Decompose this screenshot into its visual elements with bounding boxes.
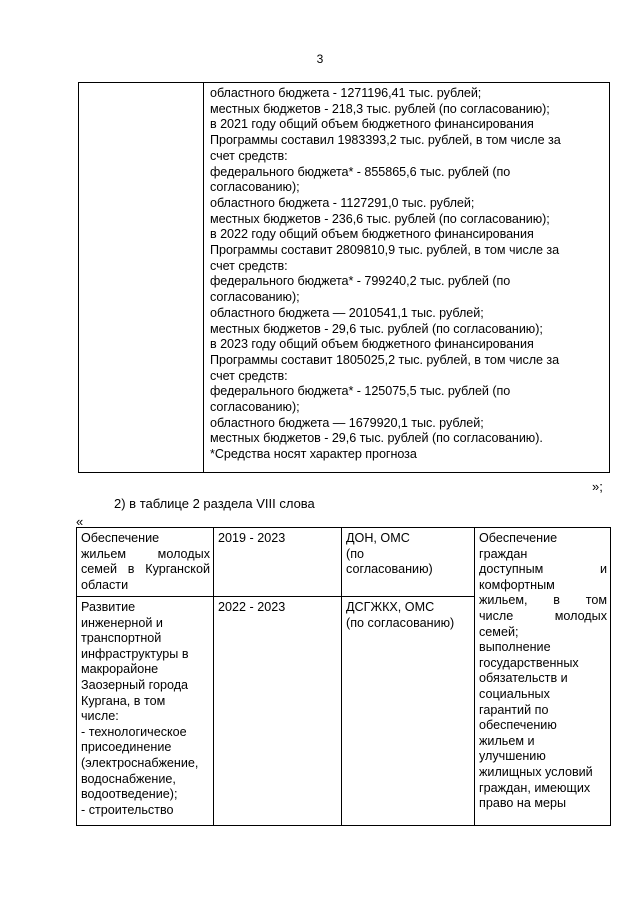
- section-label: 2) в таблице 2 раздела VIII слова: [114, 496, 315, 511]
- budget-line: областного бюджета - 1271196,41 тыс. рублей;: [210, 86, 482, 100]
- budget-line: счет средств:: [210, 258, 288, 273]
- measure-2-title-line: Заозерный города: [81, 677, 189, 692]
- budget-line: согласованию);: [210, 180, 300, 195]
- expected-result-line: семей;: [479, 624, 519, 639]
- budget-line: Программы составил 1983393,2 тыс. рублей, в том числе за: [210, 133, 561, 148]
- measure-2-title-line: числе:: [81, 709, 119, 724]
- measure-2-title-cell: [77, 597, 214, 826]
- measures-table: [76, 527, 611, 826]
- budget-line: областного бюджета - 1127291,0 тыс. рублей;: [210, 195, 475, 210]
- budget-table-empty-cell: [79, 83, 204, 473]
- measure-1-title-line: области: [81, 577, 129, 592]
- expected-result-line: граждан, имеющих: [479, 780, 591, 795]
- expected-result-line: улучшению: [479, 749, 546, 764]
- measure-1-title-cell: [77, 528, 214, 597]
- measure-2-title: [81, 600, 210, 818]
- budget-line: Программы составит 2809810,9 тыс. рублей, в том числе за: [210, 243, 560, 258]
- budget-line: федерального бюджета* - 799240,2 тыс. рублей (по: [210, 274, 511, 289]
- expected-result-line: граждан: [479, 546, 528, 561]
- budget-line: местных бюджетов - 29,6 тыс. рублей (по согласованию).: [210, 431, 543, 446]
- budget-line: федерального бюджета* - 855865,6 тыс. рублей (по: [210, 164, 511, 179]
- expected-result-line: право на меры: [479, 796, 567, 811]
- opening-quote: «: [76, 514, 84, 529]
- measure-1-executors-line: ДОН, ОМС: [346, 531, 410, 545]
- measure-2-executors-cell: [342, 597, 475, 826]
- budget-table: [78, 82, 610, 473]
- measure-1-title-line: Обеспечение: [81, 531, 160, 545]
- expected-result-line: обязательств и: [479, 671, 568, 686]
- budget-line: областного бюджета — 2010541,1 тыс. рублей;: [210, 305, 484, 320]
- budget-line: согласованию);: [210, 400, 300, 415]
- measure-2-period-cell: [214, 597, 342, 826]
- measure-1-executors-line: согласованию): [346, 562, 433, 577]
- budget-line: федерального бюджета* - 125075,5 тыс. рублей (по: [210, 384, 511, 399]
- measure-2-executors-line: (по согласованию): [346, 615, 455, 630]
- expected-result: [479, 531, 607, 812]
- measure-1-period-cell: [214, 528, 342, 597]
- expected-result-line: Обеспечение: [479, 531, 558, 545]
- measure-2-executors-line: ДСГЖКХ, ОМС: [346, 600, 435, 614]
- measure-2-title-line: макрорайоне: [81, 662, 159, 677]
- expected-result-line: жильем и: [479, 733, 535, 748]
- budget-line: счет средств:: [210, 148, 288, 163]
- budget-line: местных бюджетов - 236,6 тыс. рублей (по согласованию);: [210, 211, 550, 226]
- closing-quote: »;: [592, 479, 603, 494]
- expected-result-line: жилищных условий: [479, 764, 593, 779]
- measure-1-executors-line: (по: [346, 546, 365, 561]
- budget-lines: [210, 86, 607, 463]
- measure-2-title-line: присоединение: [81, 740, 172, 755]
- budget-line: областного бюджета — 1679920,1 тыс. рублей;: [210, 415, 484, 430]
- expected-result-line: гарантий по: [479, 702, 549, 717]
- budget-line: местных бюджетов - 29,6 тыс. рублей (по согласованию);: [210, 321, 543, 336]
- budget-line: в 2022 году общий объем бюджетного финансирования: [210, 227, 534, 242]
- measure-2-title-line: - строительство: [81, 802, 174, 817]
- measure-2-title-line: - технологическое: [81, 724, 187, 739]
- budget-line: Программы составит 1805025,2 тыс. рублей, в том числе за: [210, 352, 560, 367]
- measure-1-title: [81, 531, 210, 593]
- expected-result-line: комфортным: [479, 577, 555, 592]
- measure-1-title-line: семей в Курганской: [81, 562, 210, 577]
- expected-result-line: доступным и: [479, 562, 607, 577]
- measure-2-title-line: транспортной: [81, 631, 162, 646]
- budget-line: счет средств:: [210, 368, 288, 383]
- measure-1-period: 2019 - 2023: [218, 531, 286, 545]
- measure-2-title-line: Развитие: [81, 600, 136, 614]
- expected-result-line: социальных: [479, 686, 550, 701]
- expected-result-line: числе молодых: [479, 608, 607, 623]
- budget-line: в 2021 году общий объем бюджетного финансирования: [210, 117, 534, 132]
- page-number: 3: [316, 52, 324, 66]
- budget-line: согласованию);: [210, 290, 300, 305]
- measure-2-title-line: Кургана, в том: [81, 693, 166, 708]
- measure-1-title-line: жильем молодых: [81, 546, 210, 561]
- expected-result-line: государственных: [479, 655, 579, 670]
- measure-1-executors-cell: [342, 528, 475, 597]
- expected-result-line: обеспечению: [479, 718, 557, 733]
- budget-line: в 2023 году общий объем бюджетного финансирования: [210, 337, 534, 352]
- measure-2-title-line: инженерной и: [81, 615, 163, 630]
- expected-result-cell: [475, 528, 611, 826]
- measure-2-title-line: (электроснабжение,: [81, 755, 199, 770]
- measure-2-title-line: инфраструктуры в: [81, 646, 189, 661]
- expected-result-line: жильем, в том: [479, 593, 607, 608]
- budget-table-text-cell: [204, 83, 610, 473]
- measure-2-title-line: водоснабжение,: [81, 771, 176, 786]
- budget-line: *Средства носят характер прогноза: [210, 447, 417, 462]
- expected-result-line: выполнение: [479, 640, 551, 655]
- budget-line: местных бюджетов - 218,3 тыс. рублей (по согласованию);: [210, 101, 550, 116]
- measure-2-title-line: водоотведение);: [81, 787, 178, 802]
- measure-2-period: 2022 - 2023: [218, 600, 286, 614]
